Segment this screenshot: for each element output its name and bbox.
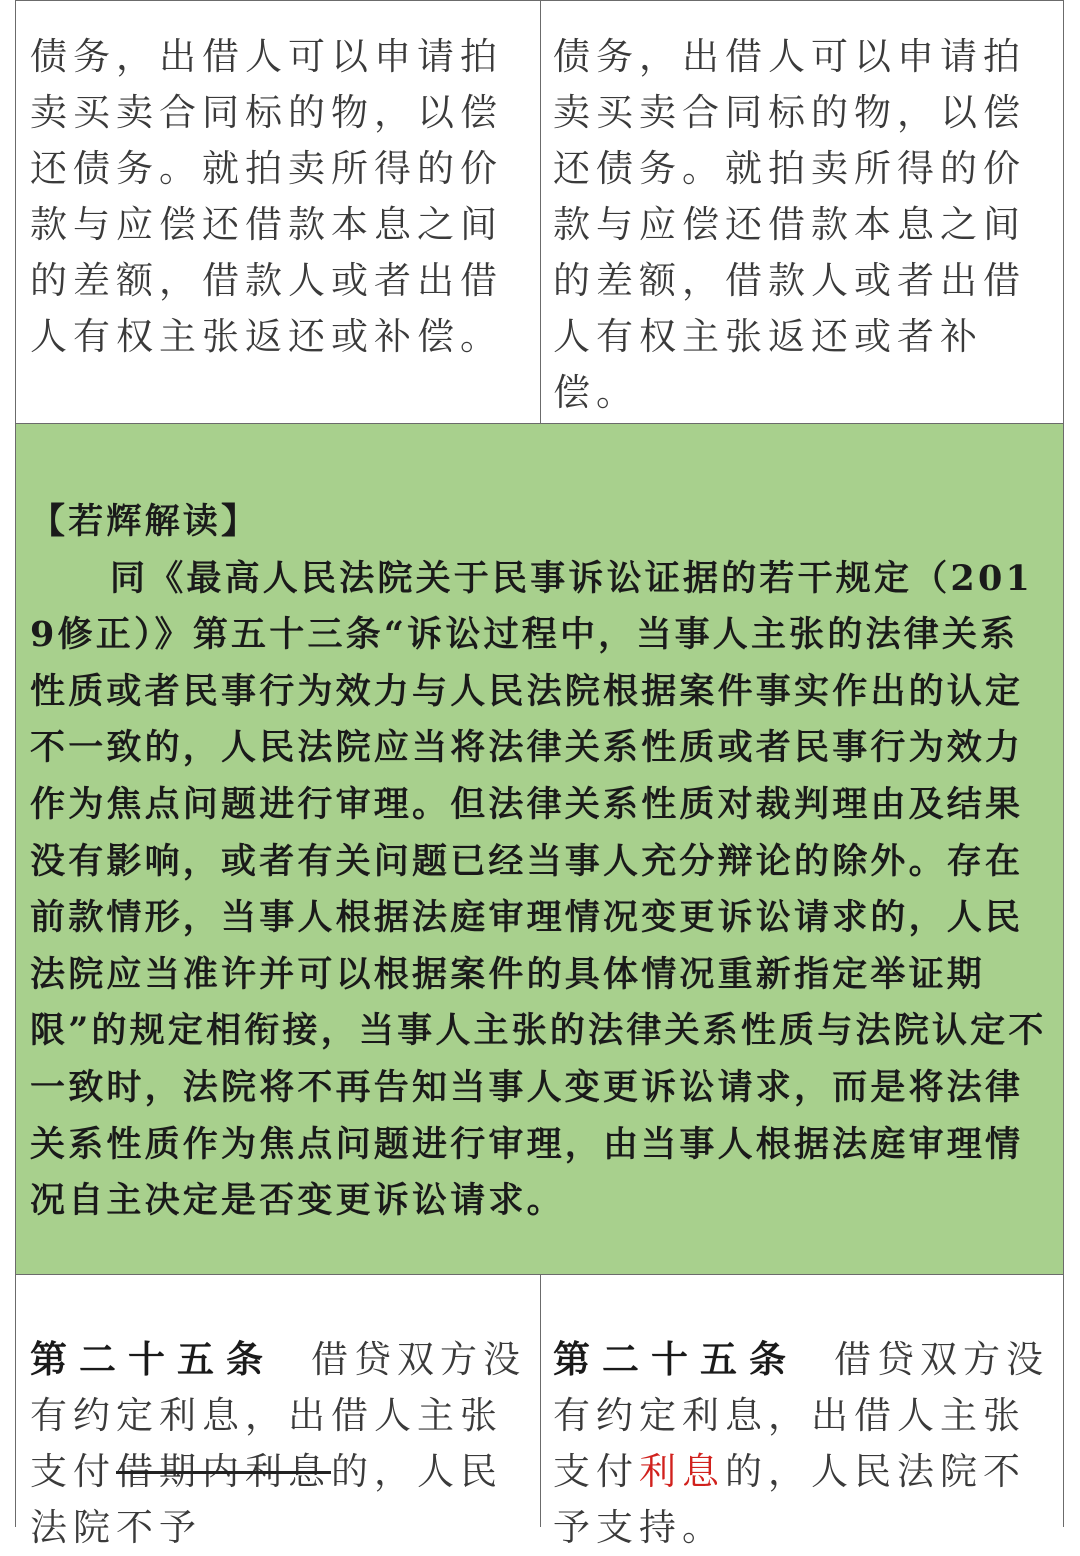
interpretation-heading: 【若辉解读】	[30, 501, 260, 542]
new-article-25-cell	[540, 1274, 1064, 1549]
changed-text-highlight: 利息	[639, 1450, 725, 1493]
old-version-cell	[15, 0, 541, 424]
interpretation-cell	[15, 423, 1064, 1275]
new-version-cell	[540, 0, 1064, 424]
interpretation-body: 同《最高人民法院关于民事诉讼证据的若干规定（2019修正）》第五十三条“诉讼过程中，当事人主张的法律关系性质或者民事行为效力与人民法院根据案件事实作出的认定不一致的，人民法院应当将法律关系性质或者民事行为效力作为焦点问题进行审理。但法律关系性质对裁判理由及结果没有影响，或者有关问题已经当事人充分辩论的除外。存在前款情形，当事人根据法庭审理情况变更诉讼请求的，人民法院应当准许并可以根据案件的具体情况重新指定举证期限”的规定相衔接，当事人主张的法律关系性质与法院认定不一致时，法院将不再告知当事人变更诉讼请求，而是将法律关系性质作为焦点问题进行审理，由当事人根据法庭审理情况自主决定是否变更诉讼请求。	[30, 557, 1047, 1222]
new-version-text: 债务，出借人可以申请拍卖买卖合同标的物，以偿还债务。就拍卖所得的价款与应偿还借款本息之间的差额，借款人或者出借人有权主张返还或者补偿。	[553, 35, 1026, 414]
article-text-part-1: 借贷双方没有约定利息，出借人主张支付	[30, 1338, 526, 1493]
article-text-part-2: 的，人民法院不予	[30, 1450, 503, 1549]
article-text-part-2: 的，人民法院不予支持。	[553, 1450, 1026, 1549]
article-text-part-1: 借贷双方没有约定利息，出借人主张支付	[553, 1338, 1049, 1493]
deleted-text: 借期内利息	[116, 1450, 331, 1493]
article-number: 第二十五条	[30, 1337, 275, 1381]
old-version-text: 债务，出借人可以申请拍卖买卖合同标的物，以偿还债务。就拍卖所得的价款与应偿还借款本息之间的差额，借款人或者出借人有权主张返还或补偿。	[30, 35, 503, 358]
article-number: 第二十五条	[553, 1337, 798, 1381]
old-article-25-cell	[15, 1274, 541, 1549]
